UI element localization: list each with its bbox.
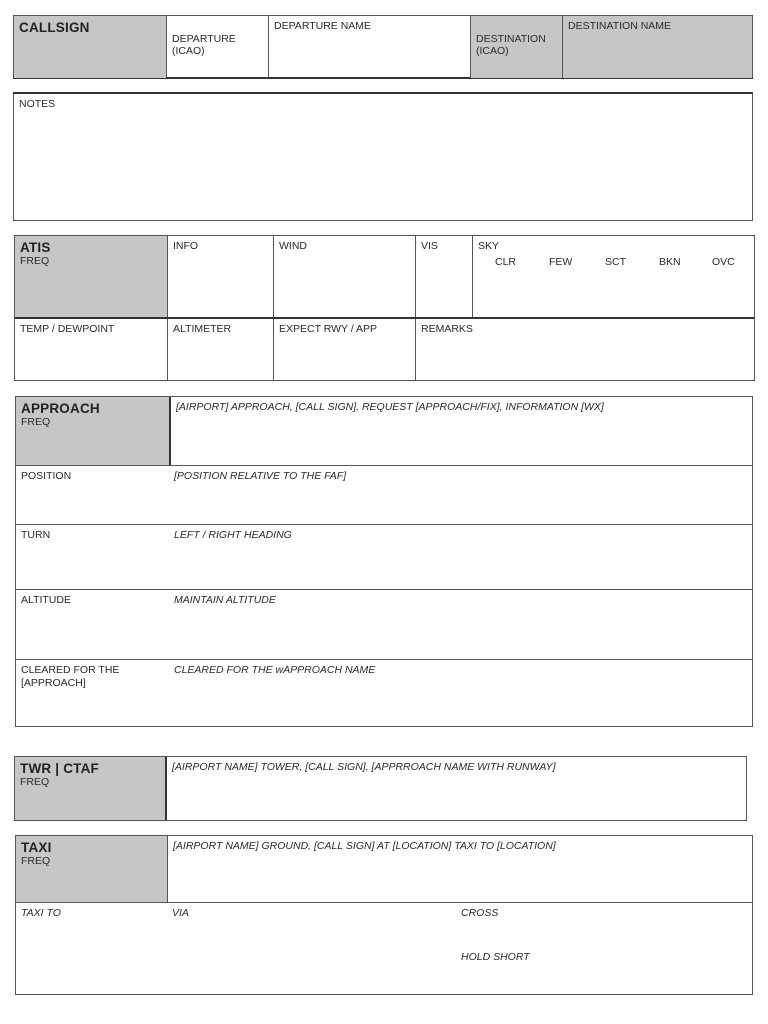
- taxi-title-cell: [16, 836, 167, 902]
- atis-altimeter-label: ALTIMETER: [173, 323, 232, 335]
- taxi-call-text: [AIRPORT NAME] GROUND, [CALL SIGN] AT [LOCATION] TAXI TO [LOCATION]: [173, 840, 556, 852]
- via-label: VIA: [172, 907, 189, 919]
- departure-icao-label: DEPARTURE (ICAO): [172, 32, 236, 57]
- taxi-freq-label: FREQ: [21, 855, 51, 867]
- callsign-label: CALLSIGN: [19, 20, 90, 35]
- tower-call-cell[interactable]: [167, 757, 746, 820]
- atis-info-label: INFO: [173, 240, 199, 252]
- hold-short-label: HOLD SHORT: [461, 951, 530, 963]
- altitude-label: ALTITUDE: [21, 594, 71, 606]
- atis-vis-cell[interactable]: [416, 236, 472, 317]
- atis-sky-label: SKY: [478, 240, 500, 252]
- atis-expect-label: EXPECT RWY / APP: [279, 323, 378, 335]
- atis-title-cell: [15, 236, 167, 317]
- taxi-details-cell[interactable]: [16, 903, 752, 994]
- approach-position-row[interactable]: [16, 466, 752, 524]
- approach-turn-row[interactable]: [16, 525, 752, 589]
- atis-altimeter-cell[interactable]: [168, 319, 273, 380]
- notes-label: NOTES: [19, 98, 56, 110]
- taxi-title: TAXI: [21, 840, 52, 855]
- taxi-call-cell[interactable]: [168, 836, 752, 902]
- header-section: [13, 15, 753, 79]
- sky-sct[interactable]: SCT: [605, 256, 626, 268]
- tower-title: TWR | CTAF: [20, 761, 100, 776]
- altitude-text: MAINTAIN ALTITUDE: [174, 594, 276, 606]
- atis-title: ATIS: [20, 240, 51, 255]
- atis-wind-label: WIND: [279, 240, 307, 252]
- approach-title: APPROACH: [21, 401, 100, 416]
- cleared-text: CLEARED FOR THE wAPPROACH NAME: [174, 664, 376, 676]
- sky-few[interactable]: FEW: [549, 256, 573, 268]
- atis-freq-label: FREQ: [20, 255, 50, 267]
- turn-text: LEFT / RIGHT HEADING: [174, 529, 292, 541]
- destination-name-cell[interactable]: [563, 16, 752, 78]
- atis-section: [14, 235, 755, 381]
- atis-expect-cell[interactable]: [274, 319, 415, 380]
- destination-icao-label: DESTINATION (ICAO): [476, 32, 546, 57]
- atis-wind-cell[interactable]: [274, 236, 415, 317]
- notes-section[interactable]: [13, 92, 753, 221]
- atis-vis-label: VIS: [421, 240, 438, 252]
- approach-cleared-row[interactable]: [16, 660, 752, 726]
- sky-ovc[interactable]: OVC: [712, 256, 735, 268]
- cleared-label: CLEARED FOR THE [APPROACH]: [21, 664, 120, 689]
- position-text: [POSITION RELATIVE TO THE FAF]: [174, 470, 347, 482]
- approach-call-cell[interactable]: [171, 397, 751, 465]
- destination-name-label: DESTINATION NAME: [568, 20, 672, 32]
- departure-icao-cell[interactable]: [167, 16, 268, 78]
- tower-freq-label: FREQ: [20, 776, 50, 788]
- approach-call-text: [AIRPORT] APPROACH, [CALL SIGN], REQUEST [APPROACH/FIX], INFORMATION [WX]: [176, 401, 604, 413]
- approach-freq-label: FREQ: [21, 416, 51, 428]
- position-label: POSITION: [21, 470, 72, 482]
- approach-section: [15, 396, 753, 727]
- destination-icao-cell[interactable]: [471, 16, 562, 78]
- approach-title-cell: [16, 397, 169, 465]
- taxi-section: [15, 835, 753, 995]
- atis-temp-cell[interactable]: [15, 319, 167, 380]
- atis-temp-label: TEMP / DEWPOINT: [20, 323, 115, 335]
- tower-section: [14, 756, 747, 821]
- tower-call-text: [AIRPORT NAME] TOWER, [CALL SIGN], [APPRROACH NAME WITH RUNWAY]: [172, 761, 556, 773]
- callsign-cell[interactable]: [14, 16, 166, 78]
- atis-info-cell[interactable]: [168, 236, 273, 317]
- departure-name-cell[interactable]: [269, 16, 470, 78]
- sky-bkn[interactable]: BKN: [659, 256, 681, 268]
- atis-remarks-label: REMARKS: [421, 323, 473, 335]
- atis-sky-cell[interactable]: [473, 236, 754, 317]
- departure-name-label: DEPARTURE NAME: [274, 20, 372, 32]
- atis-remarks-cell[interactable]: [416, 319, 754, 380]
- taxi-to-label: TAXI TO: [21, 907, 61, 919]
- sky-clr[interactable]: CLR: [495, 256, 517, 268]
- tower-title-cell: [15, 757, 165, 820]
- approach-altitude-row[interactable]: [16, 590, 752, 659]
- turn-label: TURN: [21, 529, 51, 541]
- cross-label: CROSS: [461, 907, 499, 919]
